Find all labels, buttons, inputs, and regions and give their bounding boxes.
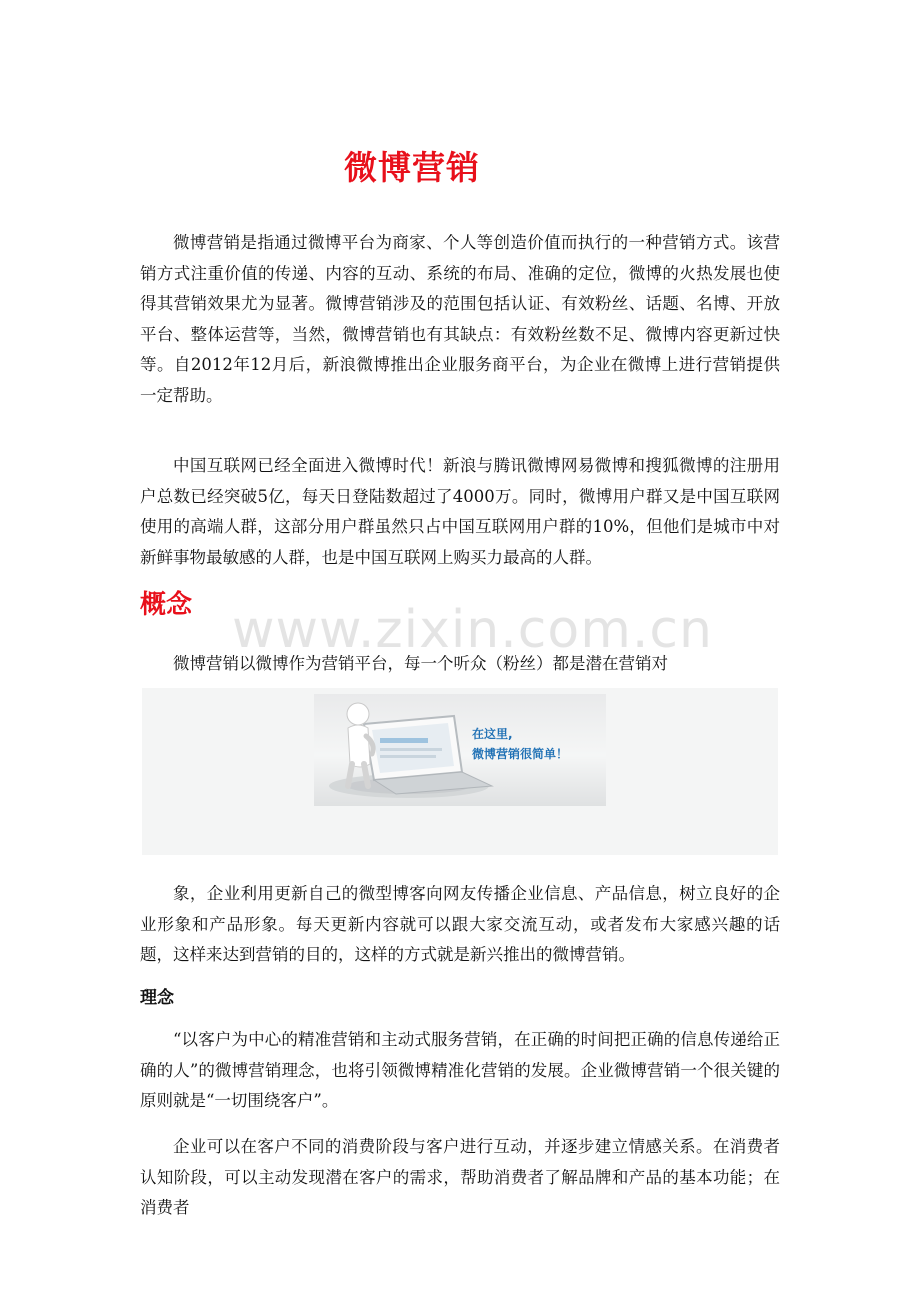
paragraph-concept-start: 微博营销以微博作为营销平台，每一个听众（粉丝）都是潜在营销对 xyxy=(173,654,668,673)
heading-concept: 概念 xyxy=(140,590,193,620)
banner-image-frame xyxy=(142,688,778,855)
banner-caption xyxy=(472,724,568,764)
paragraph-philosophy: “以客户为中心的精准营销和主动式服务营销，在正确的时间把正确的信息传递给正确的人”的微博营销理念，也将引领微博精准化营销的发展。企业微博营销一个很关键的原则就是“一切围绕客户”。 xyxy=(140,1030,780,1110)
paragraph-intro: 微博营销是指通过微博平台为商家、个人等创造价值而执行的一种营销方式。该营销方式注重价值的传递、内容的互动、系统的布局、准确的定位，微博的火热发展也使得其营销效果尤为显著。微博营销涉及的范围包括认证、有效粉丝、话题、名博、开放平台、整体运营等，当然，微博营销也有其缺点：有效粉丝数不足、微博内容更新过快等。自2012年12月后，新浪微博推出企业服务商平台，为企业在微博上进行营销提供一定帮助。 xyxy=(140,233,780,405)
page-title: 微博营销 xyxy=(344,148,480,187)
watermark-text: www.zixin.com.cn xyxy=(232,600,713,660)
banner-caption-line2: 微博营销很简单！ xyxy=(472,747,569,761)
banner-caption-line1: 在这里, xyxy=(472,727,513,741)
heading-philosophy: 理念 xyxy=(140,988,174,1008)
paragraph-interaction: 企业可以在客户不同的消费阶段与客户进行互动，并逐步建立情感关系。在消费者认知阶段，可以主动发现潜在客户的需求，帮助消费者了解品牌和产品的基本功能；在消费者 xyxy=(140,1137,780,1217)
banner-image xyxy=(314,694,606,806)
paragraph-concept-cont: 象，企业利用更新自己的微型博客向网友传播企业信息、产品信息，树立良好的企业形象和产品形象。每天更新内容就可以跟大家交流互动，或者发布大家感兴趣的话题，这样来达到营销的目的，这样的方式就是新兴推出的微博营销。 xyxy=(140,884,780,964)
paragraph-era: 中国互联网已经全面进入微博时代！新浪与腾讯微博网易微博和搜狐微博的注册用户总数已经突破5亿，每天日登陆数超过了4000万。同时，微博用户群又是中国互联网使用的高端人群，这部分用户群虽然只占中国互联网用户群的10%，但他们是城市中对新鲜事物最敏感的人群，也是中国互联网上购买力最高的人群。 xyxy=(140,456,780,567)
